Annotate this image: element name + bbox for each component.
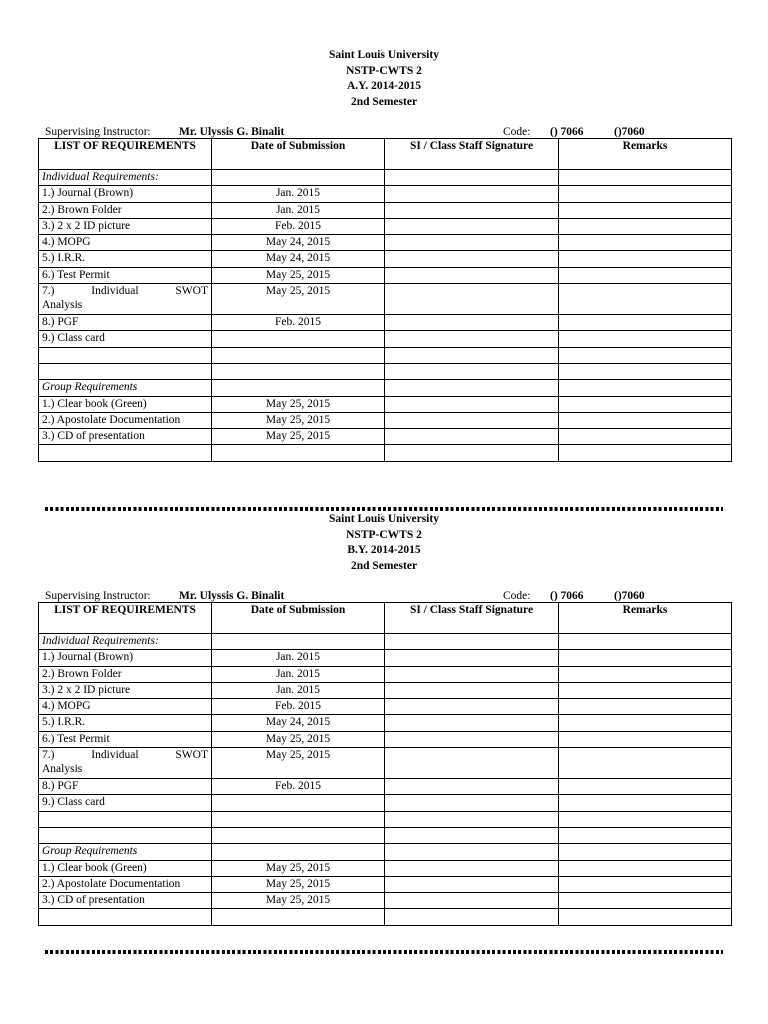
dashed-cut-line [45,950,723,954]
requirement-item: 3.) 2 x 2 ID picture [39,682,212,698]
swot-word-swot: SWOT [175,285,208,298]
table-row [39,699,732,715]
table-row [39,284,732,315]
table-row [39,715,732,731]
university-name: Saint Louis University [329,513,439,525]
swot-line [42,284,208,298]
table-row [39,412,732,428]
empty-cell[interactable] [212,347,385,363]
remarks-cell[interactable] [559,202,732,218]
swot-word-analysis: Analysis [42,299,83,312]
requirement-item: 1.) Journal (Brown) [39,650,212,666]
requirement-item: 3.) CD of presentation [39,429,212,445]
requirement-item [39,748,212,779]
academic-year: B.Y. 2014-2015 [347,544,421,556]
signature-cell[interactable] [385,795,559,811]
remarks-cell[interactable] [559,795,732,811]
remarks-cell[interactable] [559,380,732,396]
remarks-cell[interactable] [559,909,732,925]
submission-date: May 25, 2015 [212,893,385,909]
empty-cell[interactable] [212,445,385,461]
remarks-cell[interactable] [559,396,732,412]
remarks-cell[interactable] [559,315,732,331]
signature-cell[interactable] [385,682,559,698]
requirement-item: 6.) Test Permit [39,731,212,747]
section-row [39,170,732,186]
col-remarks: Remarks [559,139,732,170]
form-header [0,48,768,110]
signature-cell[interactable] [385,235,559,251]
requirement-item: 5.) I.R.R. [39,715,212,731]
col-signature: SI / Class Staff Signature [385,139,559,170]
swot-word-individual: Individual [91,285,139,298]
remarks-cell[interactable] [559,876,732,892]
submission-date: May 25, 2015 [212,284,385,315]
remarks-cell[interactable] [559,170,732,186]
requirement-item: 9.) Class card [39,331,212,347]
code-option-7066[interactable]: () 7066 [550,126,584,138]
signature-cell[interactable] [385,731,559,747]
submission-date: May 24, 2015 [212,235,385,251]
table-row [39,666,732,682]
submission-date: May 25, 2015 [212,396,385,412]
empty-cell[interactable] [39,363,212,379]
requirement-item: 2.) Apostolate Documentation [39,412,212,428]
submission-date: May 25, 2015 [212,267,385,283]
signature-cell[interactable] [385,363,559,379]
table-row [39,893,732,909]
remarks-cell[interactable] [559,251,732,267]
semester: 2nd Semester [350,95,418,108]
remarks-cell[interactable] [559,699,732,715]
instructor-label: Supervising Instructor: [45,590,151,602]
empty-cell[interactable] [39,445,212,461]
col-remarks: Remarks [559,603,732,634]
empty-cell [212,380,385,396]
table-row [39,218,732,234]
code-label: Code: [503,590,531,602]
signature-cell[interactable] [385,396,559,412]
signature-cell[interactable] [385,666,559,682]
swot-word-individual: Individual [91,749,139,762]
signature-cell[interactable] [385,893,559,909]
submission-date: May 25, 2015 [212,429,385,445]
course-name: NSTP-CWTS 2 [346,528,422,541]
signature-cell[interactable] [385,748,559,779]
signature-cell[interactable] [385,331,559,347]
submission-date: May 24, 2015 [212,715,385,731]
submission-date: May 25, 2015 [212,876,385,892]
requirement-item: 2.) Apostolate Documentation [39,876,212,892]
remarks-cell[interactable] [559,186,732,202]
signature-cell[interactable] [385,315,559,331]
submission-date: May 25, 2015 [212,860,385,876]
submission-date [212,795,385,811]
requirement-item: 4.) MOPG [39,699,212,715]
signature-cell[interactable] [385,284,559,315]
signature-cell[interactable] [385,634,559,650]
requirements-table [38,138,732,462]
empty-cell[interactable] [212,827,385,843]
signature-cell[interactable] [385,380,559,396]
course-name: NSTP-CWTS 2 [346,64,422,77]
table-row [39,748,732,779]
requirement-item: 2.) Brown Folder [39,202,212,218]
remarks-cell[interactable] [559,779,732,795]
remarks-cell[interactable] [559,363,732,379]
requirement-item: 1.) Clear book (Green) [39,860,212,876]
table-header-row [39,139,732,170]
signature-cell[interactable] [385,650,559,666]
code-option-7060[interactable]: ()7060 [614,590,645,602]
remarks-cell[interactable] [559,267,732,283]
signature-cell[interactable] [385,699,559,715]
remarks-cell[interactable] [559,634,732,650]
section-row [39,380,732,396]
table-row [39,429,732,445]
swot-number: 7.) [42,285,55,298]
submission-date: Feb. 2015 [212,218,385,234]
submission-date: Feb. 2015 [212,315,385,331]
submission-date: Jan. 2015 [212,186,385,202]
signature-cell[interactable] [385,170,559,186]
requirement-item: 2.) Brown Folder [39,666,212,682]
swot-word-analysis: Analysis [42,763,83,776]
table-row [39,251,732,267]
signature-cell[interactable] [385,827,559,843]
requirement-item [39,284,212,315]
remarks-cell[interactable] [559,893,732,909]
signature-cell[interactable] [385,779,559,795]
requirement-item: 5.) I.R.R. [39,251,212,267]
submission-date: May 24, 2015 [212,251,385,267]
col-requirements: LIST OF REQUIREMENTS [39,603,212,634]
requirement-item: 9.) Class card [39,795,212,811]
table-row [39,267,732,283]
col-date: Date of Submission [212,603,385,634]
code-label: Code: [503,126,531,138]
table-row [39,235,732,251]
table-row [39,876,732,892]
empty-cell[interactable] [39,811,212,827]
table-header-row [39,603,732,634]
empty-row [39,445,732,461]
section-label-individual: Individual Requirements: [39,170,212,186]
signature-cell[interactable] [385,860,559,876]
empty-cell [212,634,385,650]
submission-date: Jan. 2015 [212,666,385,682]
remarks-cell[interactable] [559,429,732,445]
submission-date: May 25, 2015 [212,731,385,747]
instructor-name: Mr. Ulyssis G. Binalit [179,126,285,138]
signature-cell[interactable] [385,844,559,860]
remarks-cell[interactable] [559,715,732,731]
remarks-cell[interactable] [559,412,732,428]
swot-item [42,748,208,776]
col-date: Date of Submission [212,139,385,170]
remarks-cell[interactable] [559,682,732,698]
empty-row [39,347,732,363]
requirement-item: 3.) CD of presentation [39,893,212,909]
code-option-7066[interactable]: () 7066 [550,590,584,602]
submission-date: Feb. 2015 [212,779,385,795]
section-row [39,844,732,860]
signature-cell[interactable] [385,202,559,218]
remarks-cell[interactable] [559,827,732,843]
submission-date: Jan. 2015 [212,202,385,218]
empty-cell[interactable] [212,909,385,925]
remarks-cell[interactable] [559,284,732,315]
instructor-name: Mr. Ulyssis G. Binalit [179,590,285,602]
col-signature: SI / Class Staff Signature [385,603,559,634]
swot-number: 7.) [42,749,55,762]
code-option-7060[interactable]: ()7060 [614,126,645,138]
requirement-item: 1.) Journal (Brown) [39,186,212,202]
remarks-cell[interactable] [559,860,732,876]
remarks-cell[interactable] [559,748,732,779]
requirement-item: 3.) 2 x 2 ID picture [39,218,212,234]
table-row [39,315,732,331]
signature-cell[interactable] [385,909,559,925]
empty-row [39,363,732,379]
remarks-cell[interactable] [559,844,732,860]
university-name: Saint Louis University [329,49,439,61]
remarks-cell[interactable] [559,331,732,347]
table-row [39,860,732,876]
remarks-cell[interactable] [559,445,732,461]
academic-year: A.Y. 2014-2015 [346,80,421,92]
signature-cell[interactable] [385,251,559,267]
col-requirements: LIST OF REQUIREMENTS [39,139,212,170]
signature-cell[interactable] [385,267,559,283]
table-row [39,186,732,202]
empty-row [39,909,732,925]
requirement-item: 8.) PGF [39,315,212,331]
signature-cell[interactable] [385,811,559,827]
signature-cell[interactable] [385,429,559,445]
requirements-form-1 [0,48,768,443]
remarks-cell[interactable] [559,666,732,682]
table-row [39,682,732,698]
requirements-table [38,602,732,926]
section-label-group: Group Requirements [39,380,212,396]
submission-date: Jan. 2015 [212,650,385,666]
remarks-cell[interactable] [559,235,732,251]
remarks-cell[interactable] [559,731,732,747]
table-row [39,396,732,412]
requirement-item: 8.) PGF [39,779,212,795]
semester: 2nd Semester [350,559,418,572]
requirement-item: 6.) Test Permit [39,267,212,283]
empty-cell[interactable] [39,347,212,363]
empty-cell[interactable] [39,909,212,925]
signature-cell[interactable] [385,347,559,363]
empty-cell[interactable] [39,827,212,843]
remarks-cell[interactable] [559,811,732,827]
signature-cell[interactable] [385,445,559,461]
signature-cell[interactable] [385,715,559,731]
dashed-cut-line [45,507,723,511]
submission-date: May 25, 2015 [212,748,385,779]
signature-cell[interactable] [385,186,559,202]
table-row [39,650,732,666]
empty-row [39,811,732,827]
table-row [39,795,732,811]
submission-date [212,331,385,347]
table-row [39,331,732,347]
empty-cell[interactable] [212,363,385,379]
empty-cell[interactable] [212,811,385,827]
table-row [39,202,732,218]
swot-line [42,748,208,762]
signature-cell[interactable] [385,218,559,234]
empty-cell [212,170,385,186]
section-label-individual: Individual Requirements: [39,634,212,650]
table-row [39,731,732,747]
instructor-label: Supervising Instructor: [45,126,151,138]
requirement-item: 1.) Clear book (Green) [39,396,212,412]
table-row [39,779,732,795]
swot-item [42,284,208,312]
submission-date: Jan. 2015 [212,682,385,698]
signature-cell[interactable] [385,412,559,428]
form-header [0,512,768,574]
requirement-item: 4.) MOPG [39,235,212,251]
remarks-cell[interactable] [559,347,732,363]
requirements-form-2 [0,512,768,907]
remarks-cell[interactable] [559,218,732,234]
empty-row [39,827,732,843]
remarks-cell[interactable] [559,650,732,666]
submission-date: Feb. 2015 [212,699,385,715]
section-row [39,634,732,650]
section-label-group: Group Requirements [39,844,212,860]
empty-cell [212,844,385,860]
signature-cell[interactable] [385,876,559,892]
submission-date: May 25, 2015 [212,412,385,428]
swot-word-swot: SWOT [175,749,208,762]
